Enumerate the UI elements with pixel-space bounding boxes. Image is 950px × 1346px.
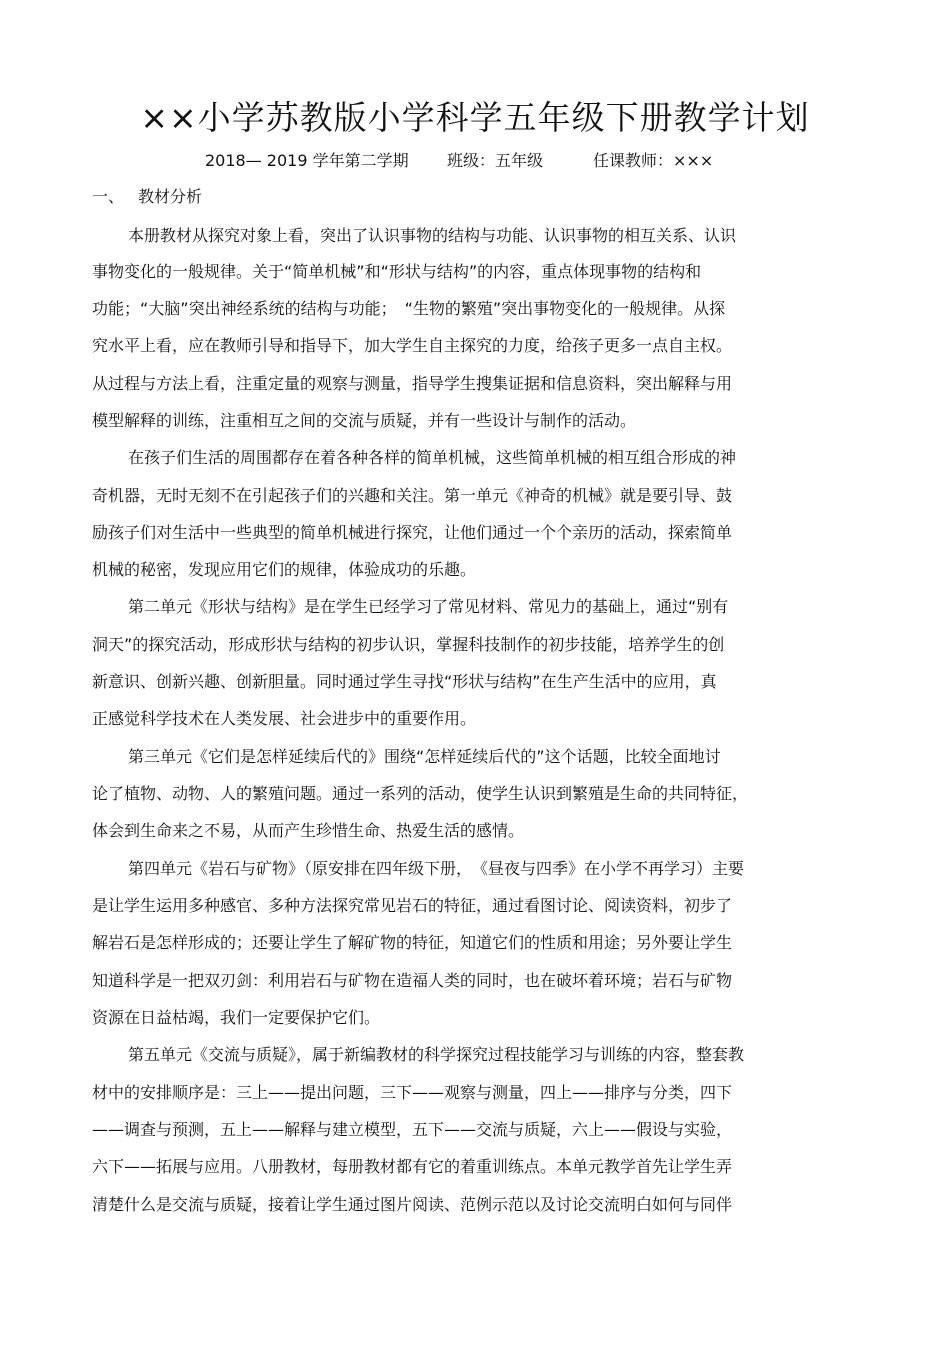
term-label: 2018— 2019 学年第二学期 [205, 151, 409, 170]
class-label: 班级：五年级 [447, 151, 544, 170]
paragraph-line: 第五单元《交流与质疑》，属于新编教材的科学探究过程技能学习与训练的内容，整套教 [128, 1045, 745, 1064]
paragraph-line: 六下——拓展与应用。八册教材，每册教材都有它的着重训练点。本单元教学首先让学生弄 [92, 1157, 733, 1176]
paragraph-line: 事物变化的一般规律。关于“简单机械”和“形状与结构”的内容，重点体现事物的结构和 [92, 262, 702, 281]
section-title: 教材分析 [138, 187, 203, 206]
paragraph-line: 洞天”的探究活动，形成形状与结构的初步认识，掌握科技制作的初步技能，培养学生的创 [92, 635, 725, 654]
teacher-label: 任课教师：××× [593, 151, 714, 170]
paragraph-line: 究水平上看，应在教师引导和指导下，加大学生自主探究的力度，给孩子更多一点自主权。 [92, 336, 733, 355]
paragraph-line: ——调查与预测，五上——解释与建立模型，五下——交流与质疑，六上——假设与实验， [92, 1120, 733, 1139]
paragraph-line: 解岩石是怎样形成的；还要让学生了解矿物的特征，知道它们的性质和用途；另外要让学生 [92, 933, 733, 952]
paragraph-line: 是让学生运用多种感官、多种方法探究常见岩石的特征，通过看图讨论、阅读资料，初步了 [92, 896, 733, 915]
paragraph-line: 正感觉科学技术在人类发展、社会进步中的重要作用。 [92, 709, 477, 728]
paragraph-line: 知道科学是一把双刃剑：利用岩石与矿物在造福人类的同时，也在破坏着环境；岩石与矿物 [92, 971, 733, 990]
paragraph-line: 励孩子们对生活中一些典型的简单机械进行探究，让他们通过一个个亲历的活动，探索简单 [92, 523, 733, 542]
paragraph-line: 第三单元《它们是怎样延续后代的》围绕“怎样延续后代的”这个话题，比较全面地讨 [128, 747, 721, 766]
paragraph-line: 第二单元《形状与结构》是在学生已经学习了常见材料、常见力的基础上，通过“别有 [128, 597, 729, 616]
paragraph-line: 论了植物、动物、人的繁殖问题。通过一系列的活动，使学生认识到繁殖是生命的共同特征， [92, 784, 749, 803]
paragraph-line: 资源在日益枯竭，我们一定要保护它们。 [92, 1008, 381, 1027]
paragraph-line: 本册教材从探究对象上看，突出了认识事物的结构与功能、认识事物的相互关系、认识 [128, 226, 737, 245]
paragraph-line: 材中的安排顺序是：三上——提出问题，三下——观察与测量，四上——排序与分类，四下 [92, 1083, 733, 1102]
page-title: ××小学苏教版小学科学五年级下册教学计划 [140, 98, 810, 137]
paragraph-line: 体会到生命来之不易，从而产生珍惜生命、热爱生活的感情。 [92, 821, 525, 840]
paragraph-line: 从过程与方法上看，注重定量的观察与测量，指导学生搜集证据和信息资料，突出解释与用 [92, 374, 733, 393]
section-number: 一、 [92, 187, 125, 206]
paragraph-line: 机械的秘密，发现应用它们的规律，体验成功的乐趣。 [92, 560, 477, 579]
section-heading [92, 186, 202, 208]
paragraph-line: 模型解释的训练，注重相互之间的交流与质疑，并有一些设计与制作的活动。 [92, 411, 637, 430]
paragraph-line: 新意识、创新兴趣、创新胆量。同时通过学生寻找“形状与结构”在生产生活中的应用，真 [92, 672, 717, 691]
paragraph-line: 清楚什么是交流与质疑，接着让学生通过图片阅读、范例示范以及讨论交流明白如何与同伴 [92, 1195, 733, 1214]
paragraph-line: 第四单元《岩石与矿物》（原安排在四年级下册， 《昼夜与四季》在小学不再学习）主要 [128, 859, 745, 878]
paragraph-line: 奇机器，无时无刻不在引起孩子们的兴趣和关注。第一单元《神奇的机械》就是要引导、鼓 [92, 486, 733, 505]
paragraph-line: 在孩子们生活的周围都存在着各种各样的简单机械，这些简单机械的相互组合形成的神 [128, 448, 737, 467]
paragraph-line: 功能；“大脑”突出神经系统的结构与功能； “生物的繁殖”突出事物变化的一般规律。从探 [92, 299, 726, 318]
